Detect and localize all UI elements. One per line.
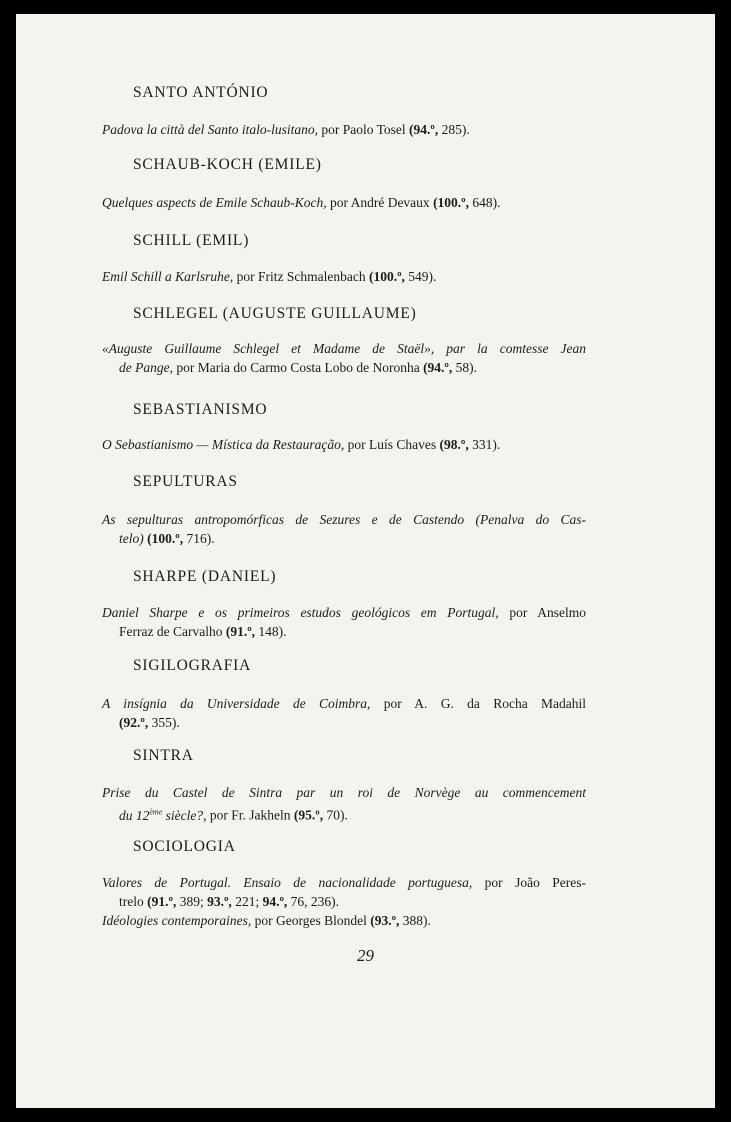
entry-line-2 [102,802,586,825]
entry-title-cont: de Pange, [119,360,173,375]
entry-volume: (93.º, [370,913,400,928]
entry-page: 76, 236). [290,894,340,909]
entry-author: por Luís Chaves [347,437,437,452]
entry-schaub-koch [102,193,586,212]
entry-page: 388). [402,913,431,928]
heading-schill: SCHILL (EMIL) [133,232,250,249]
heading-sintra: SINTRA [133,747,194,764]
entry-author-cont: Ferraz de Carvalho [119,624,223,639]
entry-page: 648). [472,195,501,210]
entry-sociologia-1 [102,873,586,911]
entry-line-2 [102,713,586,732]
entry-title: Emil Schill a Karlsruhe, [102,269,234,284]
entry-author: por Fr. Jakheln [209,807,291,823]
entry-volume: (100.º, [147,531,184,546]
entry-line-2 [102,529,586,548]
entry-volume: (92.º, [119,715,149,730]
entry-sigilografia [102,694,586,732]
entry-volume: (95.º, [293,807,324,823]
entry-line-2 [102,892,586,911]
entry-title: Valores de Portugal. Ensaio de nacionalidade portuguesa, [102,875,473,890]
heading-sebastianismo: SEBASTIANISMO [133,401,268,418]
entry-volume: 93.º, [207,894,232,909]
page-number: 29 [357,946,374,965]
entry-page: 716). [186,531,215,546]
heading-schlegel: SCHLEGEL (AUGUSTE GUILLAUME) [133,305,417,322]
entry-sharpe [102,603,586,641]
entry-schlegel [102,339,586,377]
entry-title-cont [119,808,207,823]
entry-volume: (94.º, [423,360,453,375]
entry-line-1 [102,873,586,892]
entry-author: por André Devaux [329,195,430,210]
entry-author: por Paolo Tosel [321,122,406,137]
entry-page: 355). [151,715,180,730]
entry-sintra [102,783,586,825]
entry-page: 58). [455,360,478,375]
heading-santo-antonio: SANTO ANTÓNIO [133,84,269,101]
heading-sociologia: SOCIOLOGIA [133,838,236,855]
entry-title: Quelques aspects de Emile Schaub-Koch, [102,195,327,210]
entry-title: O Sebastianismo — Mística da Restauração, [102,437,345,452]
entry-title: Idéologies contemporaines, [102,913,252,928]
entry-page: 148). [258,624,287,639]
entry-page: 331). [472,437,501,452]
entry-author: por Anselmo [509,605,587,620]
entry-author: por Maria do Carmo Costa Lobo de Noronha [176,360,420,375]
entry-page: 221; [235,894,260,909]
entry-santo-antonio [102,120,586,139]
entry-title-cont: telo) [119,531,144,546]
heading-schaub-koch: SCHAUB-KOCH (EMILE) [133,156,322,173]
entry-sebastianismo [102,435,586,454]
entry-volume: (100.º, [433,195,470,210]
entry-page: 70). [326,807,348,823]
entry-volume: 94.º, [262,894,288,909]
entry-line-1: Prise du Castel de Sintra par un roi de Norvège au commencement [102,785,586,800]
heading-sigilografia: SIGILOGRAFIA [133,657,252,674]
entry-page: 389; [179,894,204,909]
entry-volume: (91.º, [225,624,256,639]
entry-line-1 [102,603,586,622]
entry-author: por Georges Blondel [254,913,367,928]
entry-title-post: siècle?, [162,807,207,823]
entry-title: A insígnia da Universidade de Coimbra, [102,696,371,711]
entry-title-sup: ème [149,807,163,816]
heading-sharpe: SHARPE (DANIEL) [133,568,277,585]
entry-volume: (98.º, [439,437,469,452]
entry-volume: (91.º, [147,894,177,909]
entry-title-pre: du 12 [119,807,150,823]
entry-author: por João Peres- [484,875,586,890]
entry-sociologia-2 [102,911,586,930]
entry-page: 285). [441,122,470,137]
entry-line-2 [102,622,586,641]
entry-author: por A. G. da Rocha Madahil [383,696,587,711]
entry-title: Padova la città del Santo italo-lusitano, [102,122,318,137]
entry-sepulturas [102,510,586,548]
entry-line-2 [102,358,586,377]
document-page [16,14,715,1108]
entry-line-1 [102,694,586,713]
entry-schill [102,267,586,286]
entry-line-1: As sepulturas antropomórficas de Sezures e de Castendo (Penalva do Cas- [102,512,586,527]
entry-volume: (94.º, [409,122,439,137]
heading-sepulturas: SEPULTURAS [133,473,238,490]
entry-title: Daniel Sharpe e os primeiros estudos geológicos em Portugal, [102,605,499,620]
entry-volume: (100.º, [368,269,405,284]
entry-page: 549). [408,269,437,284]
entry-author-cont: trelo [119,894,144,909]
entry-line-1: «Auguste Guillaume Schlegel et Madame de Staël», par la comtesse Jean [102,341,586,356]
entry-author: por Fritz Schmalenbach [236,269,366,284]
